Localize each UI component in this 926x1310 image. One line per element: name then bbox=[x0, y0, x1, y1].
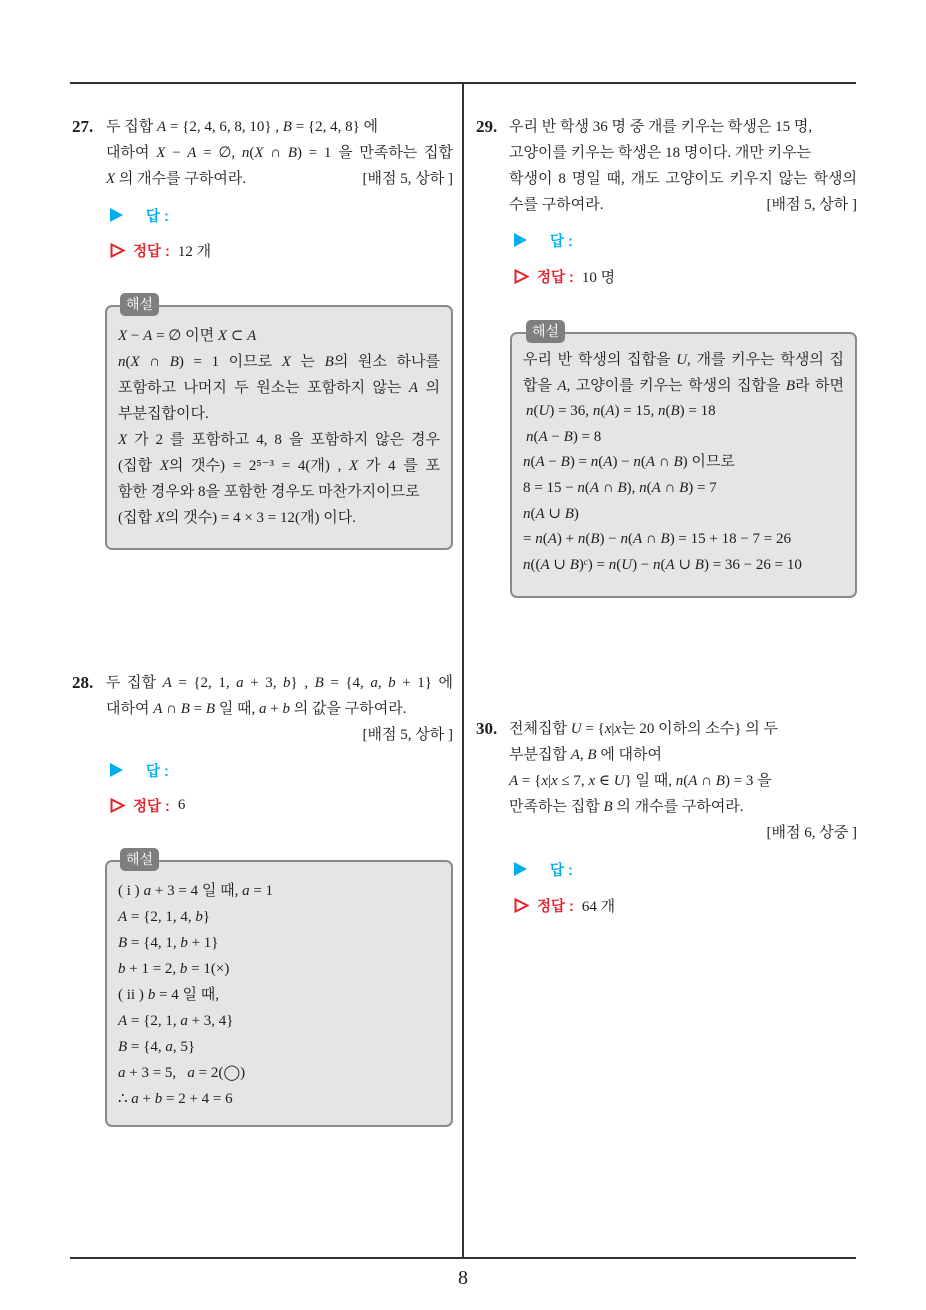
answer-row bbox=[110, 202, 169, 228]
math-variable: X bbox=[106, 171, 116, 187]
math-variable: B bbox=[324, 354, 334, 370]
math-variable: A bbox=[153, 701, 163, 717]
filled-triangle-icon bbox=[110, 763, 123, 777]
solution-line: n(X ∩ B) = 1 이므로 X 는 B의 원소 하나를 bbox=[118, 354, 440, 370]
solution-body bbox=[512, 334, 855, 578]
filled-triangle-icon bbox=[110, 208, 123, 222]
statement-line: 대하여 A ∩ B = B 일 때, a + b 의 값을 구하여라. bbox=[106, 701, 407, 717]
math-variable: b bbox=[388, 675, 396, 691]
solution-box bbox=[510, 332, 857, 598]
correct-answer-value: 64 개 bbox=[581, 898, 616, 915]
math-variable: B bbox=[563, 428, 573, 445]
math-variable: A bbox=[633, 531, 643, 548]
math-variable: A bbox=[557, 377, 567, 394]
math-variable: B bbox=[169, 354, 179, 370]
math-variable: b bbox=[154, 1091, 163, 1107]
math-variable: U bbox=[621, 556, 633, 573]
problem-number: 28. bbox=[72, 673, 94, 692]
math-variable: n bbox=[577, 479, 585, 496]
math-variable: n bbox=[590, 454, 599, 471]
problem-statement bbox=[106, 114, 453, 192]
math-variable: X bbox=[281, 354, 291, 370]
solution-line bbox=[118, 878, 440, 904]
solution-line: b + 1 = 2, b = 1(×) bbox=[118, 961, 230, 977]
math-variable: B bbox=[590, 531, 600, 548]
solution-line: ∴ a + b = 2 + 4 = 6 bbox=[118, 1091, 233, 1107]
score-label: [배점 6, 상중 ] bbox=[766, 825, 857, 841]
math-variable: n bbox=[523, 556, 531, 573]
solution-line: X − A = ∅ 이면 X ⊂ A bbox=[118, 328, 257, 344]
solution-line: 포함하고 나머지 두 원소는 포함하지 않는 A 의 bbox=[118, 380, 440, 396]
solution-line: X 가 2 를 포함하고 4, 8 을 포함하지 않은 경우 bbox=[118, 432, 440, 448]
problem-statement bbox=[509, 114, 857, 218]
correct-answer-row bbox=[514, 263, 615, 289]
math-variable: A bbox=[187, 145, 197, 161]
math-variable: b bbox=[180, 935, 188, 951]
math-variable: A bbox=[603, 454, 613, 471]
problem-30 bbox=[476, 716, 857, 846]
math-variable: n bbox=[118, 354, 126, 370]
statement-line: 대하여 X − A = ∅, n(X ∩ B) = 1 을 만족하는 집합 bbox=[106, 145, 453, 161]
solution-box bbox=[105, 305, 453, 550]
column-divider bbox=[462, 83, 464, 1258]
math-variable: U bbox=[613, 773, 625, 789]
statement-line: 우리 반 학생 36 명 중 개를 키우는 학생은 15 명, bbox=[509, 119, 813, 135]
correct-answer-label: 정답 : bbox=[133, 798, 170, 815]
math-variable: B bbox=[314, 675, 324, 691]
solution-line: = n(A) + n(B) − n(A ∩ B) = 15 + 18 − 7 = 26 bbox=[523, 531, 792, 548]
math-variable: n bbox=[653, 556, 661, 573]
score-label: [배점 5, 상하 ] bbox=[766, 197, 857, 213]
math-variable: b bbox=[147, 987, 156, 1003]
outline-triangle-icon bbox=[514, 269, 529, 284]
solution-line: n(A ∪ B) bbox=[523, 505, 579, 522]
bottom-rule bbox=[70, 1257, 856, 1259]
answer-label: 답 : bbox=[146, 208, 169, 225]
case-label: ( ii ) bbox=[118, 987, 144, 1003]
answer-label: 답 : bbox=[550, 862, 573, 879]
math-variable: a bbox=[118, 1065, 126, 1081]
correct-answer-value: 12 개 bbox=[177, 243, 212, 260]
problem-number: 30. bbox=[476, 719, 498, 738]
correct-answer-row bbox=[110, 237, 211, 263]
math-variable: B bbox=[180, 701, 190, 717]
statement-line: 학생이 8 명일 때, 개도 고양이도 키우지 않는 학생의 bbox=[509, 171, 857, 187]
math-variable: B bbox=[118, 935, 128, 951]
solution-line: (집합 X의 갯수) = 2⁵⁻³ = 4(개) , X 가 4 를 포 bbox=[118, 458, 440, 474]
math-variable: A bbox=[535, 505, 545, 522]
solution-body bbox=[107, 307, 451, 531]
math-variable: A bbox=[605, 403, 615, 420]
math-variable: a bbox=[242, 883, 250, 899]
math-variable: b bbox=[118, 961, 126, 977]
answer-row bbox=[514, 227, 573, 253]
solution-text: b = 4 일 때, bbox=[147, 987, 220, 1003]
solution-line: B = {4, 1, b + 1} bbox=[118, 935, 219, 951]
math-variable: B bbox=[287, 145, 298, 161]
math-variable: n bbox=[592, 403, 601, 420]
math-variable: B bbox=[560, 454, 570, 471]
math-variable: B bbox=[785, 377, 796, 394]
math-variable: X bbox=[156, 145, 166, 161]
math-variable: U bbox=[676, 352, 688, 368]
math-variable: X bbox=[349, 458, 359, 474]
math-variable: a bbox=[165, 1039, 173, 1055]
math-variable: A bbox=[162, 675, 172, 691]
statement-line: 전체집합 U = {x|x는 20 이하의 소수} 의 두 bbox=[509, 721, 778, 737]
math-variable: U bbox=[538, 403, 550, 420]
math-variable: n bbox=[633, 454, 641, 471]
statement-line: A = {x|x ≤ 7, x ∈ U} 일 때, n(A ∩ B) = 3 을 bbox=[509, 773, 772, 789]
solution-box bbox=[105, 860, 453, 1127]
math-variable: n bbox=[608, 556, 617, 573]
math-variable: X bbox=[155, 510, 165, 526]
math-variable: n bbox=[241, 145, 250, 161]
math-variable: x bbox=[541, 773, 549, 789]
math-variable: U bbox=[570, 721, 582, 737]
math-variable: A bbox=[535, 454, 545, 471]
math-variable: b bbox=[282, 701, 291, 717]
math-variable: X bbox=[159, 458, 169, 474]
math-variable: n bbox=[523, 505, 531, 522]
math-variable: a bbox=[370, 675, 378, 691]
solution-line: A = {2, 1, a + 3, 4} bbox=[118, 1013, 234, 1029]
solution-line: (집합 X의 갯수) = 4 × 3 = 12(개) 이다. bbox=[118, 510, 356, 526]
math-variable: n bbox=[535, 531, 543, 548]
math-variable: a bbox=[187, 1065, 195, 1081]
math-variable: x bbox=[614, 721, 622, 737]
math-variable: b bbox=[179, 961, 188, 977]
math-variable: B bbox=[679, 479, 689, 496]
math-variable: b bbox=[283, 675, 291, 691]
math-variable: B bbox=[694, 556, 704, 573]
math-variable: A bbox=[247, 328, 257, 344]
problem-number: 27. bbox=[72, 117, 94, 136]
math-variable: n bbox=[675, 773, 684, 789]
correct-answer-label: 정답 : bbox=[537, 269, 574, 286]
math-variable: B bbox=[617, 479, 627, 496]
math-variable: B bbox=[205, 701, 216, 717]
math-variable: X bbox=[130, 354, 140, 370]
math-variable: A bbox=[547, 531, 557, 548]
problem-statement bbox=[106, 670, 453, 748]
math-variable: a bbox=[259, 701, 267, 717]
math-variable: n bbox=[526, 428, 534, 445]
math-variable: B bbox=[282, 119, 292, 135]
math-variable: A bbox=[143, 328, 153, 344]
math-variable: B bbox=[564, 505, 574, 522]
math-variable: X bbox=[254, 145, 264, 161]
math-variable: X bbox=[118, 432, 128, 448]
statement-line: 고양이를 키우는 학생은 18 명이다. 개만 키우는 bbox=[509, 145, 812, 161]
solution-line: 우리 반 학생의 집합을 U, 개를 키우는 학생의 집 bbox=[523, 352, 844, 368]
answer-row bbox=[110, 757, 169, 783]
math-variable: A bbox=[570, 747, 580, 763]
math-variable: B bbox=[673, 454, 683, 471]
statement-line bbox=[509, 192, 857, 218]
page-number: 8 bbox=[458, 1267, 468, 1289]
math-variable: n bbox=[577, 531, 586, 548]
math-variable: A bbox=[118, 909, 128, 925]
solution-line: n(A − B) = 8 bbox=[526, 428, 602, 445]
math-variable: a bbox=[143, 883, 152, 899]
solution-line: n(A − B) = n(A) − n(A ∩ B) 이므로 bbox=[523, 454, 735, 471]
answer-label: 답 : bbox=[550, 233, 573, 250]
solution-line: 함한 경우와 8을 포함한 경우도 마찬가지이므로 bbox=[118, 484, 420, 500]
math-variable: B bbox=[569, 556, 579, 573]
math-variable: B bbox=[715, 773, 725, 789]
correct-answer-value: 10 명 bbox=[581, 269, 616, 286]
outline-triangle-icon bbox=[110, 243, 125, 258]
answer-label: 답 : bbox=[146, 763, 169, 780]
math-variable: A bbox=[688, 773, 698, 789]
correct-answer-label: 정답 : bbox=[537, 898, 574, 915]
solution-text: a + 3 = 4 일 때, a = 1 bbox=[143, 883, 274, 899]
math-variable: n bbox=[526, 403, 534, 420]
statement-line: 두 집합 A = {2, 1, a + 3, b} , B = {4, a, b + 1} 에 bbox=[106, 675, 453, 691]
math-variable: B bbox=[660, 531, 670, 548]
math-variable: A bbox=[645, 454, 656, 471]
score-label: [배점 5, 상하 ] bbox=[362, 727, 453, 743]
statement-text: X 의 개수를 구하여라. bbox=[106, 171, 247, 187]
problem-27 bbox=[72, 114, 453, 192]
correct-answer-row bbox=[514, 892, 615, 918]
problem-29 bbox=[476, 114, 857, 218]
problem-statement bbox=[509, 716, 857, 846]
math-variable: B bbox=[587, 747, 597, 763]
statement-line: 만족하는 집합 B 의 개수를 구하여라. bbox=[509, 799, 744, 815]
outline-triangle-icon bbox=[110, 798, 125, 813]
solution-line: a + 3 = 5, a = 2(◯) bbox=[118, 1065, 246, 1081]
score-label: [배점 5, 상하 ] bbox=[362, 171, 453, 187]
outline-triangle-icon bbox=[514, 898, 529, 913]
math-variable: A bbox=[408, 380, 419, 396]
math-variable: A bbox=[540, 556, 550, 573]
math-variable: A bbox=[509, 773, 519, 789]
problem-28 bbox=[72, 670, 453, 748]
math-variable: x bbox=[551, 773, 558, 789]
solution-line: 8 = 15 − n(A ∩ B), n(A ∩ B) = 7 bbox=[523, 479, 717, 496]
math-variable: b bbox=[195, 909, 203, 925]
filled-triangle-icon bbox=[514, 233, 527, 247]
math-variable: A bbox=[156, 119, 167, 135]
statement-line: 부분집합 A, B 에 대하여 bbox=[509, 747, 663, 763]
solution-line: B = {4, a, 5} bbox=[118, 1039, 196, 1055]
solution-line bbox=[118, 982, 440, 1008]
solution-line: 합을 A, 고양이를 키우는 학생의 집합을 B라 하면 bbox=[523, 377, 844, 394]
solution-line: n(U) = 36, n(A) = 15, n(B) = 18 bbox=[526, 403, 716, 420]
math-variable: B bbox=[118, 1039, 128, 1055]
math-variable: n bbox=[639, 479, 647, 496]
math-variable: x bbox=[604, 721, 612, 737]
correct-answer-row bbox=[110, 792, 185, 818]
math-variable: a bbox=[131, 1091, 139, 1107]
math-variable: a bbox=[180, 1013, 188, 1029]
solution-line: A = {2, 1, 4, b} bbox=[118, 909, 211, 925]
solution-tab: 해설 bbox=[120, 293, 159, 316]
correct-answer-value: 6 bbox=[177, 796, 186, 813]
case-label: ( i ) bbox=[118, 883, 140, 899]
math-variable: A bbox=[538, 428, 548, 445]
statement-line bbox=[106, 166, 453, 192]
solution-tab: 해설 bbox=[526, 320, 565, 343]
solution-body bbox=[107, 862, 451, 1112]
math-variable: n bbox=[657, 403, 666, 420]
solution-line: n((A ∪ B)ᶜ) = n(U) − n(A ∪ B) = 36 − 26 = 10 bbox=[523, 556, 802, 573]
solution-line: 부분집합이다. bbox=[118, 406, 209, 422]
problem-number: 29. bbox=[476, 117, 498, 136]
math-variable: n bbox=[620, 531, 628, 548]
statement-text: 수를 구하여라. bbox=[509, 197, 604, 213]
math-variable: X bbox=[217, 328, 227, 344]
correct-answer-label: 정답 : bbox=[133, 243, 170, 260]
math-variable: a bbox=[236, 675, 244, 691]
math-variable: B bbox=[670, 403, 680, 420]
math-variable: A bbox=[118, 1013, 128, 1029]
math-variable: X bbox=[118, 328, 128, 344]
statement-line: 두 집합 A = {2, 4, 6, 8, 10} , B = {2, 4, 8} 에 bbox=[106, 119, 379, 135]
math-variable: A bbox=[589, 479, 600, 496]
math-variable: A bbox=[665, 556, 675, 573]
math-variable: x bbox=[588, 773, 596, 789]
answer-row bbox=[514, 856, 573, 882]
solution-tab: 해설 bbox=[120, 848, 159, 871]
filled-triangle-icon bbox=[514, 862, 527, 876]
math-variable: A bbox=[651, 479, 661, 496]
math-variable: B bbox=[603, 799, 613, 815]
math-variable: n bbox=[523, 454, 531, 471]
